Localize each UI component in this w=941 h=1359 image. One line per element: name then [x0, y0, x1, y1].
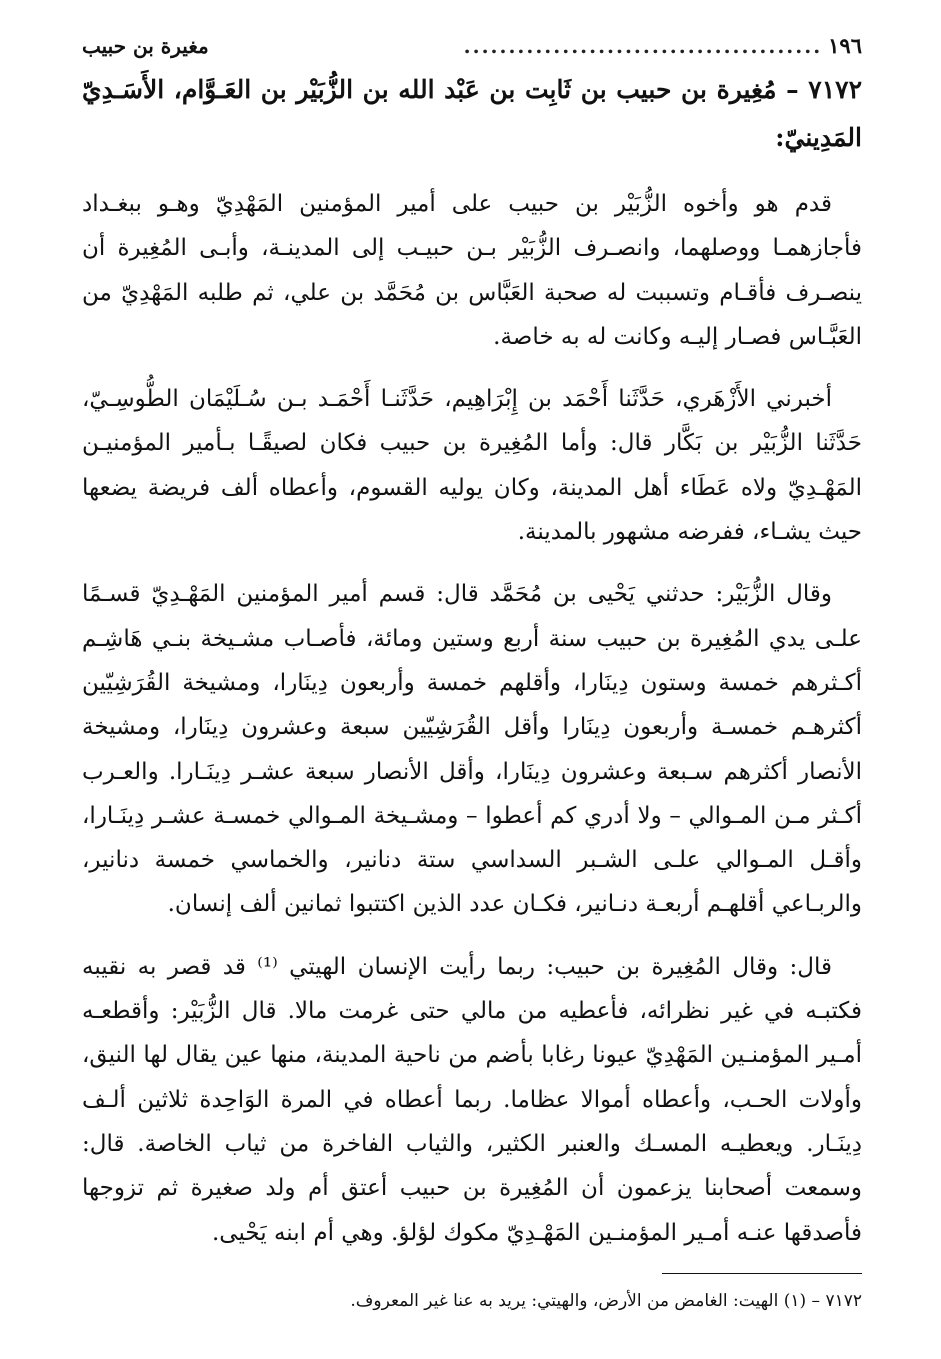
paragraph-3: وقال الزُّبَيْر: حدثني يَحْيى بن مُحَمَّد قال: قسم أمير المؤمنين المَهْـدِيّ قسـمًا علـى يدي المُغِيرة بن حبيب سنة أربع وستين ومائة، فأصـاب مشـيخة بنـي هَاشِـم أكـثرهم خمسة وستون دِينَارا، وأقلهم خمسة وأربعون دِينَارا، ومشيخة القُرَشِيّين أكثرهـم خمسـة وأربعون دِينَارا وأقل القُرَشِيّين سبعة وعشرون دِينَارا، ومشيخة الأنصار أكثرهم سـبعة وعشرون دِينَارا، وأقل الأنصار سبعة عشـر دِينَـارا. والعـرب أكـثر مـن المـوالي – ولا أدري كم أعطوا – ومشـيخة المـوالي خمسـة عشـر دِينَـارا، وأقـل المـوالي علـى الشـبر السداسي ستة دنانير، والخماسي خمسة دنانير، والربـاعي أقلهـم أربعـة دنـانير، فكـان عدد الذين اكتتبوا ثمانين ألف إنسان.	[82, 581, 862, 918]
book-page	[82, 30, 862, 1330]
footnote: ٧١٧٢ – (١) الهيت: الغامض من الأرض، والهيتي: يريد به عنا غير المعروف.	[350, 1290, 862, 1311]
running-head-title: مغيرة بن حبيب	[82, 34, 209, 58]
page-number: ١٩٦	[828, 33, 862, 58]
paragraph-1: قدم هو وأخوه الزُّبَيْر بن حبيب على أمير المؤمنين المَهْدِيّ وهـو ببغـداد فأجازهمـا ووصلهما، وانصـرف الزُّبَيْر بـن حبيـب إلى المدينـة، وأبـى المُغِيرة أن ينصـرف فأقـام وتسببت له صحبة العَبَّاس بن مُحَمَّد بن علي، ثم طلبه المَهْدِيّ من العَبَّـاس فصـار إليـه وكانت له به خاصة.	[82, 191, 862, 350]
entry-heading: ٧١٧٢ – مُغِيرة بن حبيب بن ثَابِت بن عَبْد الله بن الزُّبَيْر بن العَـوَّام، الأَسَـدِيّ المَدِينيّ:	[82, 75, 862, 152]
paragraph-2: أخبرني الأَزْهَري، حَدَّثَنا أَحْمَد بن إِبْرَاهِيم، حَدَّثَنـا أَحْمَـد بـن سُـلَيْمَان الطُّوسِـيّ، حَدَّثَنا الزُّبَيْر بن بَكَّار قال: وأما المُغِيرة بن حبيب فكان لصيقًـا بـأمير المؤمنيـن المَهْـدِيّ ولاه عَطَاء أهل المدينة، وكان يوليه القسوم، وأعطاه ألف فريضة يضعها حيث يشـاء، ففرضه مشهور بالمدينة.	[82, 386, 862, 546]
footnote-divider	[662, 1273, 862, 1274]
paragraph-4: قال: وقال المُغِيرة بن حبيب: ربما رأيت الإنسان الهيتي ⁽¹⁾ قد قصر به نقيبه فكتبـه في غير نظرائه، فأعطيه من مالي حتى غرمت مالا. قال الزُّبَيْر: وأقطعـه أمـير المؤمنـين المَهْدِيّ عيونا رغابا بأضم من ناحية المدينة، منها عين يقال لها النيق، وأولات الحـب، وأعطاه أموالا عظاما. ربما أعطاه في المرة الوَاحِدة ثلاثين ألـف دِينَـار. ويعطيـه المسـك والعنبر الكثير، والثياب الفاخرة من ثياب الخاصة. قال: وسمعت أصحابنا يزعمون أن المُغِيرة بن حبيب أعتق أم ولد صغيرة ثم تزوجها فأصدقها عنـه أمـير المؤمنـين المَهْـدِيّ مكوك لؤلؤ. وهي أم ابنه يَحْيى.	[82, 953, 862, 1246]
running-head	[82, 30, 862, 62]
leader-dots: ........................................	[463, 34, 823, 58]
